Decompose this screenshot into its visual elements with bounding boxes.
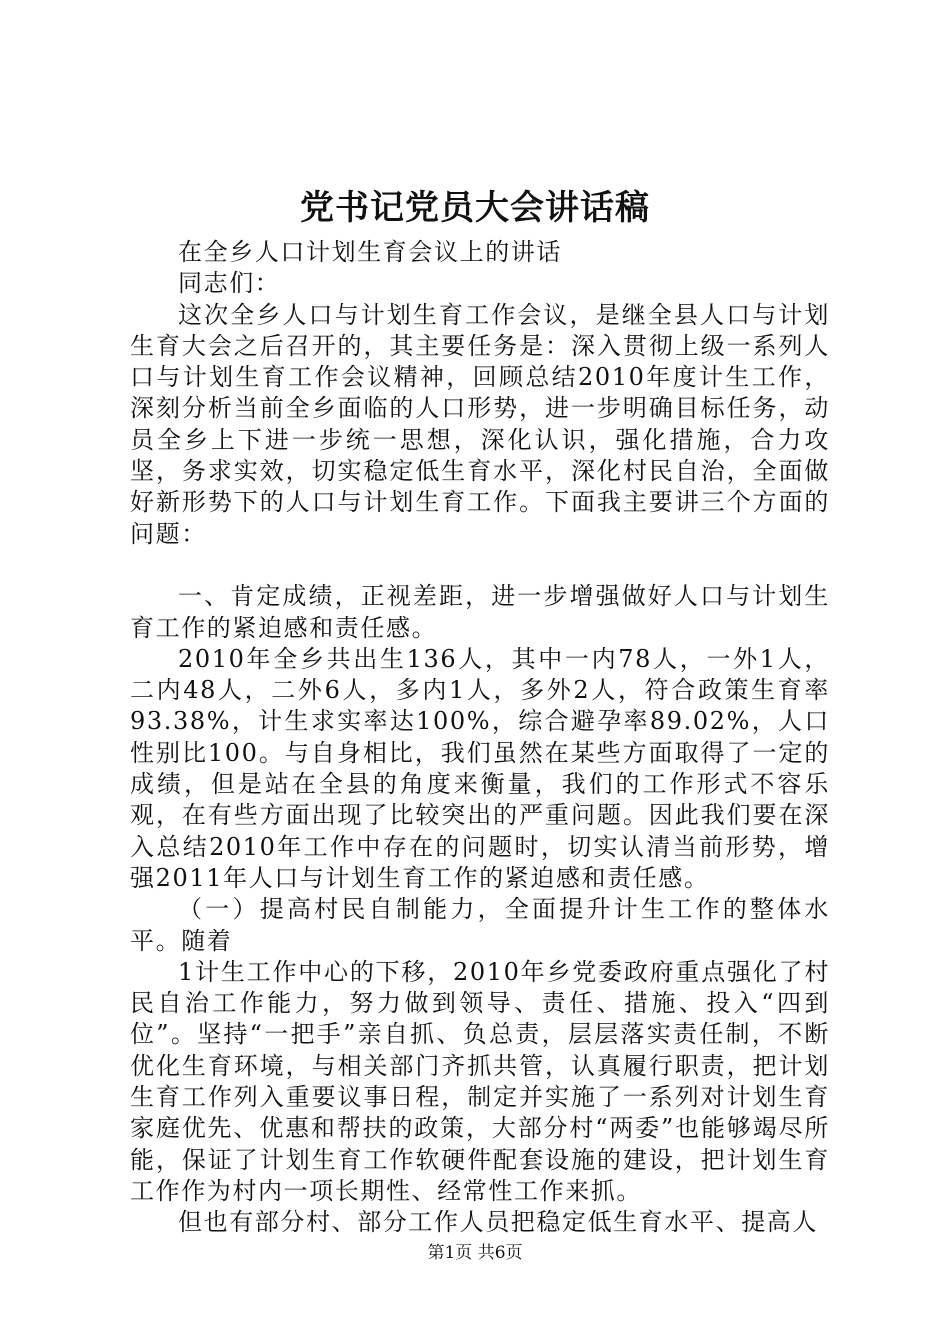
page-number: 第1页 共6页 [427,1243,523,1263]
speech-subtitle: 在全乡人口计划生育会议上的讲话 [178,238,562,266]
section-heading-1: 一、肯定成绩，正视差距，进一步增强做好人口与计划生育工作的紧迫感和责任感。 [130,582,830,642]
paragraph-statistics: 2010年全乡共出生136人，其中一内78人，一外1人，二内48人，二外6人，多内1人，多外2人，符合政策生育率93.38%，计生求实率达100%，综合避孕率89.02%，人口性别比100。与自身相比，我们虽然在某些方面取得了一定的成绩，但是站在全县的角度来衡量，我们的工作形式不容乐观，在有些方面出现了比较突出的严重问题。因此我们要在深入总结2010年工作中存在的问题时，切实认清当前形势，增强2011年人口与计划生育工作的紧迫感和责任感。 [130,644,830,892]
paragraph-problems: 但也有部分村、部分工作人员把稳定低生育水平、提高人 [178,1208,818,1237]
paragraph-village-autonomy: 1计生工作中心的下移，2010年乡党委政府重点强化了村民自治工作能力，努力做到领导、责任、措施、投入“四到位”。坚持“一把手”亲自抓、负总责，层层落实责任制，不断优化生育环境，与相关部门齐抓共管，认真履行职责，把计划生育工作列入重要议事日程，制定并实施了一系列对计划生育家庭优先、优惠和帮扶的政策，大部分村“两委”也能够竭尽所能，保证了计划生育工作软硬件配套设施的建设，把计划生育工作作为村内一项长期性、经常性工作来抓。 [130,957,830,1205]
subsection-heading-1: （一）提高村民自制能力，全面提升计生工作的整体水平。随着 [130,895,830,955]
paragraph-intro: 这次全乡人口与计划生育工作会议，是继全县人口与计划生育大会之后召开的，其主要任务是：深入贯彻上级一系列人口与计划生育工作会议精神，回顾总结2010年度计生工作，深刻分析当前全乡面临的人口形势，进一步明确目标任务，动员全乡上下进一步统一思想，深化认识，强化措施，合力攻坚，务求实效，切实稳定低生育水平，深化村民自治，全面做好新形势下的人口与计划生育工作。下面我主要讲三个方面的问题： [130,300,830,548]
document-body [130,237,830,1239]
paragraph-spacer [130,550,830,581]
salutation: 同志们： [178,269,281,298]
document-title: 党书记党员大会讲话稿 [300,188,650,228]
